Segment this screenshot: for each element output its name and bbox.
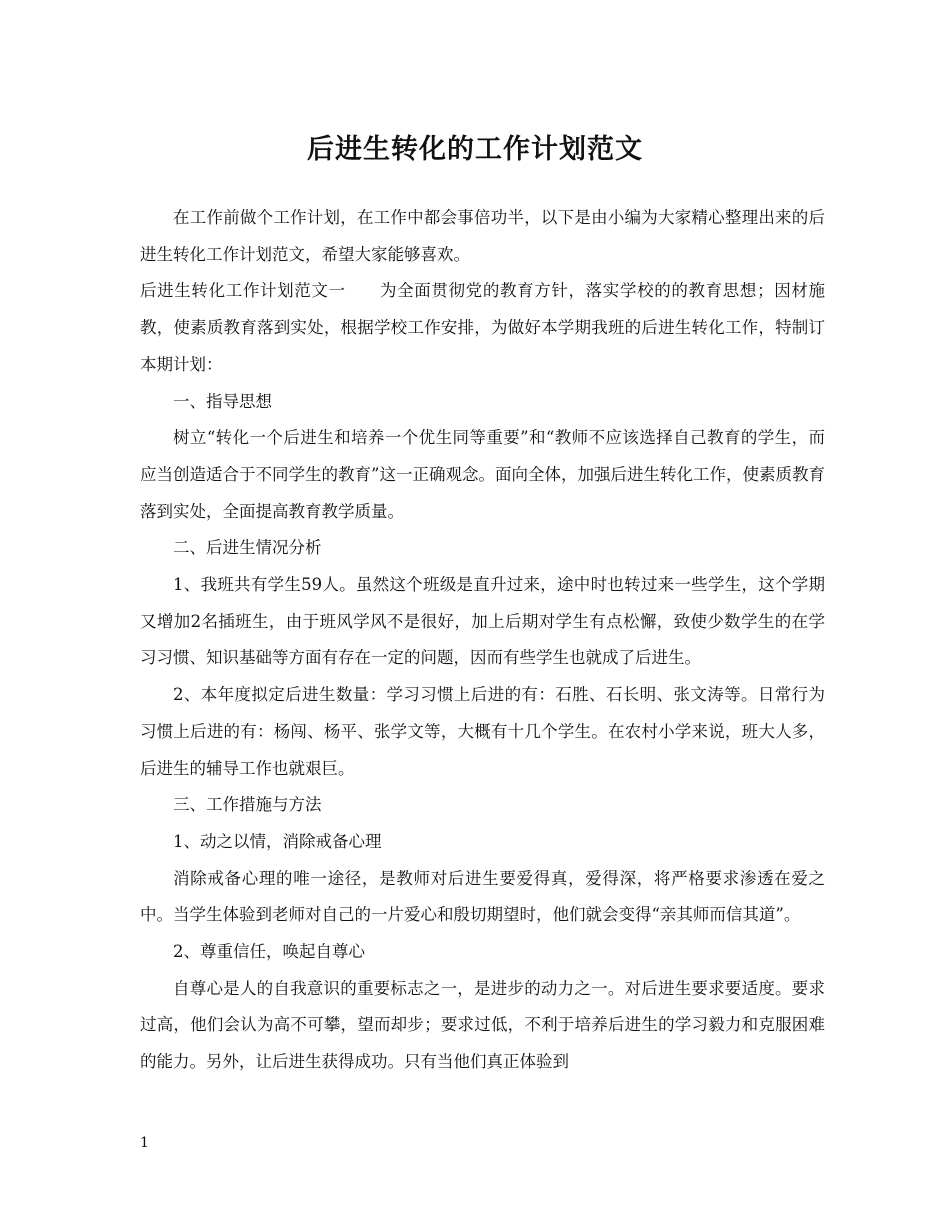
paragraph-measure-1: 消除戒备心理的唯一途径，是教师对后进生要爱得真，爱得深，将严格要求渗透在爱之中。当学生体验到老师对自己的一片爱心和殷切期望时，他们就会变得“亲其师而信其道”。 [140, 868, 825, 925]
subheading-measure-2: 2、尊重信任，唤起自尊心 [173, 942, 365, 962]
heading-guiding-thought: 一、指导思想 [173, 391, 272, 411]
heading-measures: 三、工作措施与方法 [173, 795, 322, 815]
heading-situation-analysis: 二、后进生情况分析 [173, 538, 322, 558]
paragraph-measure-2: 自尊心是人的自我意识的重要标志之一，是进步的动力之一。对后进生要求要适度。要求过高，他们会认为高不可攀，望而却步；要求过低，不利于培养后进生的学习毅力和克服困难的能力。另外，让后进生获得成功。只有当他们真正体验到 [140, 978, 825, 1072]
subheading-measure-1: 1、动之以情，消除戒备心理 [173, 831, 382, 851]
paragraph-analysis-2: 2、本年度拟定后进生数量：学习习惯上后进的有：石胜、石长明、张文涛等。日常行为习惯上后进的有：杨闯、杨平、张学文等，大概有十几个学生。在农村小学来说，班大人多，后进生的辅导工作也就艰巨。 [140, 685, 825, 778]
page-number: 1 [140, 1135, 149, 1151]
document-body [140, 200, 825, 1081]
paragraph-intro: 在工作前做个工作计划，在工作中都会事倍功半，以下是由小编为大家精心整理出来的后进生转化工作计划范文，希望大家能够喜欢。 [140, 208, 825, 264]
paragraph-guiding-thought: 树立“转化一个后进生和培养一个优生同等重要”和“教师不应该选择自己教育的学生，而应当创造适合于不同学生的教育”这一正确观念。面向全体，加强后进生转化工作，使素质教育落到实处，全面提高教育教学质量。 [140, 428, 825, 521]
paragraph-analysis-1: 1、我班共有学生59人。虽然这个班级是直升过来，途中时也转过来一些学生，这个学期又增加2名插班生，由于班风学风不是很好，加上后期对学生有点松懈，致使少数学生的在学习习惯、知识基础等方面有存在一定的问题，因而有些学生也就成了后进生。 [140, 575, 825, 668]
paragraph-sample-one: 后进生转化工作计划范文一 为全面贯彻党的教育方针，落实学校的的教育思想；因材施教，使素质教育落到实处，根据学校工作安排，为做好本学期我班的后进生转化工作，特制订本期计划： [140, 281, 825, 374]
document-title: 后进生转化的工作计划范文 [307, 134, 643, 165]
